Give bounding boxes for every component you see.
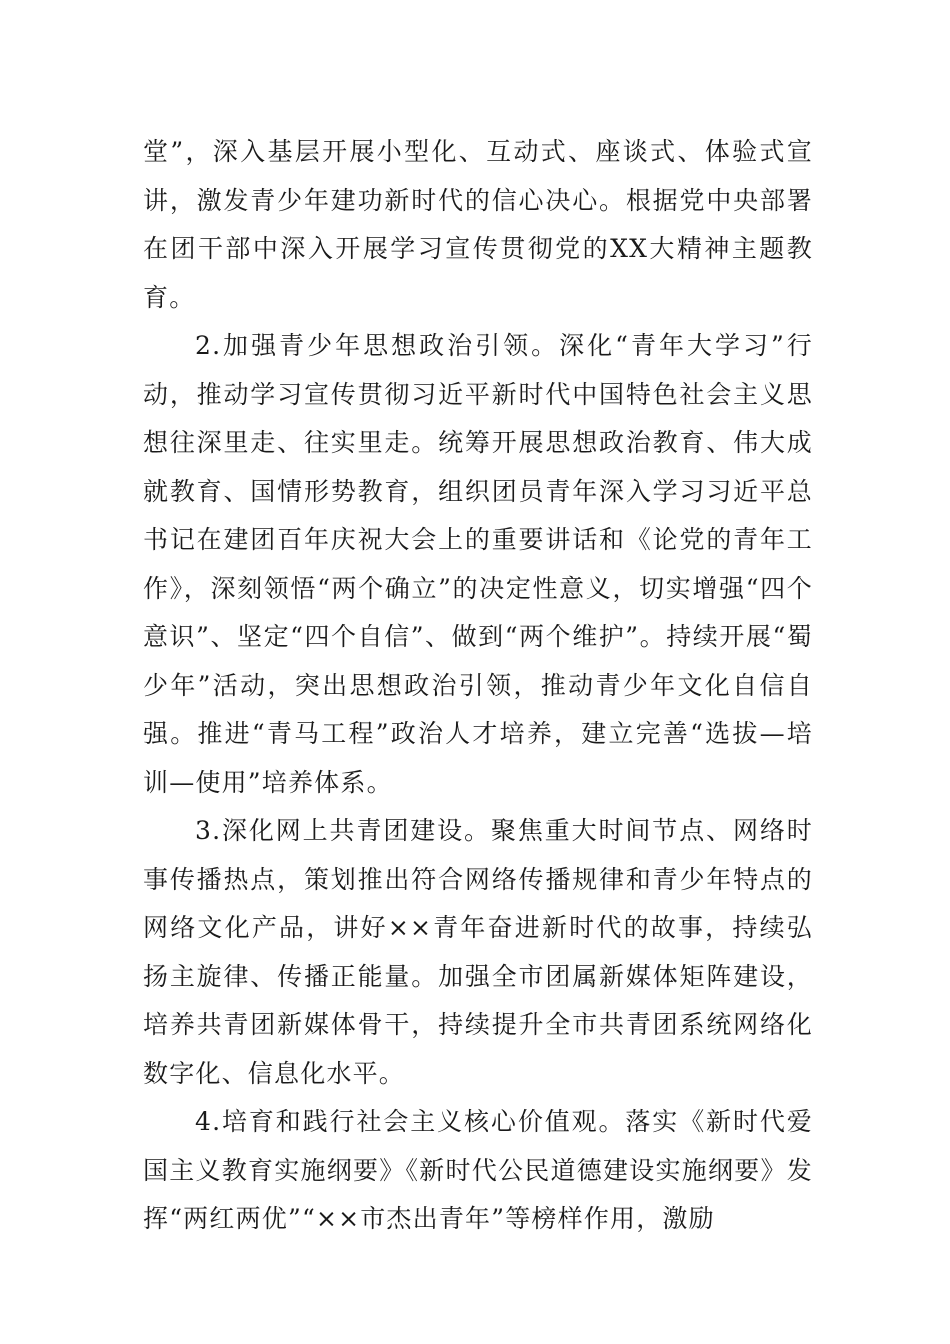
document-body	[143, 128, 813, 1244]
paragraph-item-2: 2.加强青少年思想政治引领。深化“青年大学习”行动，推动学习宣传贯彻习近平新时代中国特色社会主义思想往深里走、往实里走。统筹开展思想政治教育、伟大成就教育、国情形势教育，组织团员青年深入学习习近平总书记在建团百年庆祝大会上的重要讲话和《论党的青年工作》，深刻领悟“两个确立”的决定性意义，切实增强“四个意识”、坚定“四个自信”、做到“两个维护”。持续开展“蜀少年”活动，突出思想政治引领，推动青少年文化自信自强。推进“青马工程”政治人才培养，建立完善“选拔—培训—使用”培养体系。	[143, 331, 813, 797]
paragraph-continuation: 堂”，深入基层开展小型化、互动式、座谈式、体验式宣讲，激发青少年建功新时代的信心决心。根据党中央部署在团干部中深入开展学习宣传贯彻党的XX大精神主题教育。	[143, 137, 813, 312]
paragraph-item-4: 4.培育和践行社会主义核心价值观。落实《新时代爱国主义教育实施纲要》《新时代公民道德建设实施纲要》发挥“两红两优”“××市杰出青年”等榜样作用，激励	[143, 1107, 813, 1233]
paragraph-item-3: 3.深化网上共青团建设。聚焦重大时间节点、网络时事传播热点，策划推出符合网络传播规律和青少年特点的网络文化产品，讲好××青年奋进新时代的故事，持续弘扬主旋律、传播正能量。加强全市团属新媒体矩阵建设，培养共青团新媒体骨干，持续提升全市共青团系统网络化数字化、信息化水平。	[143, 816, 813, 1088]
